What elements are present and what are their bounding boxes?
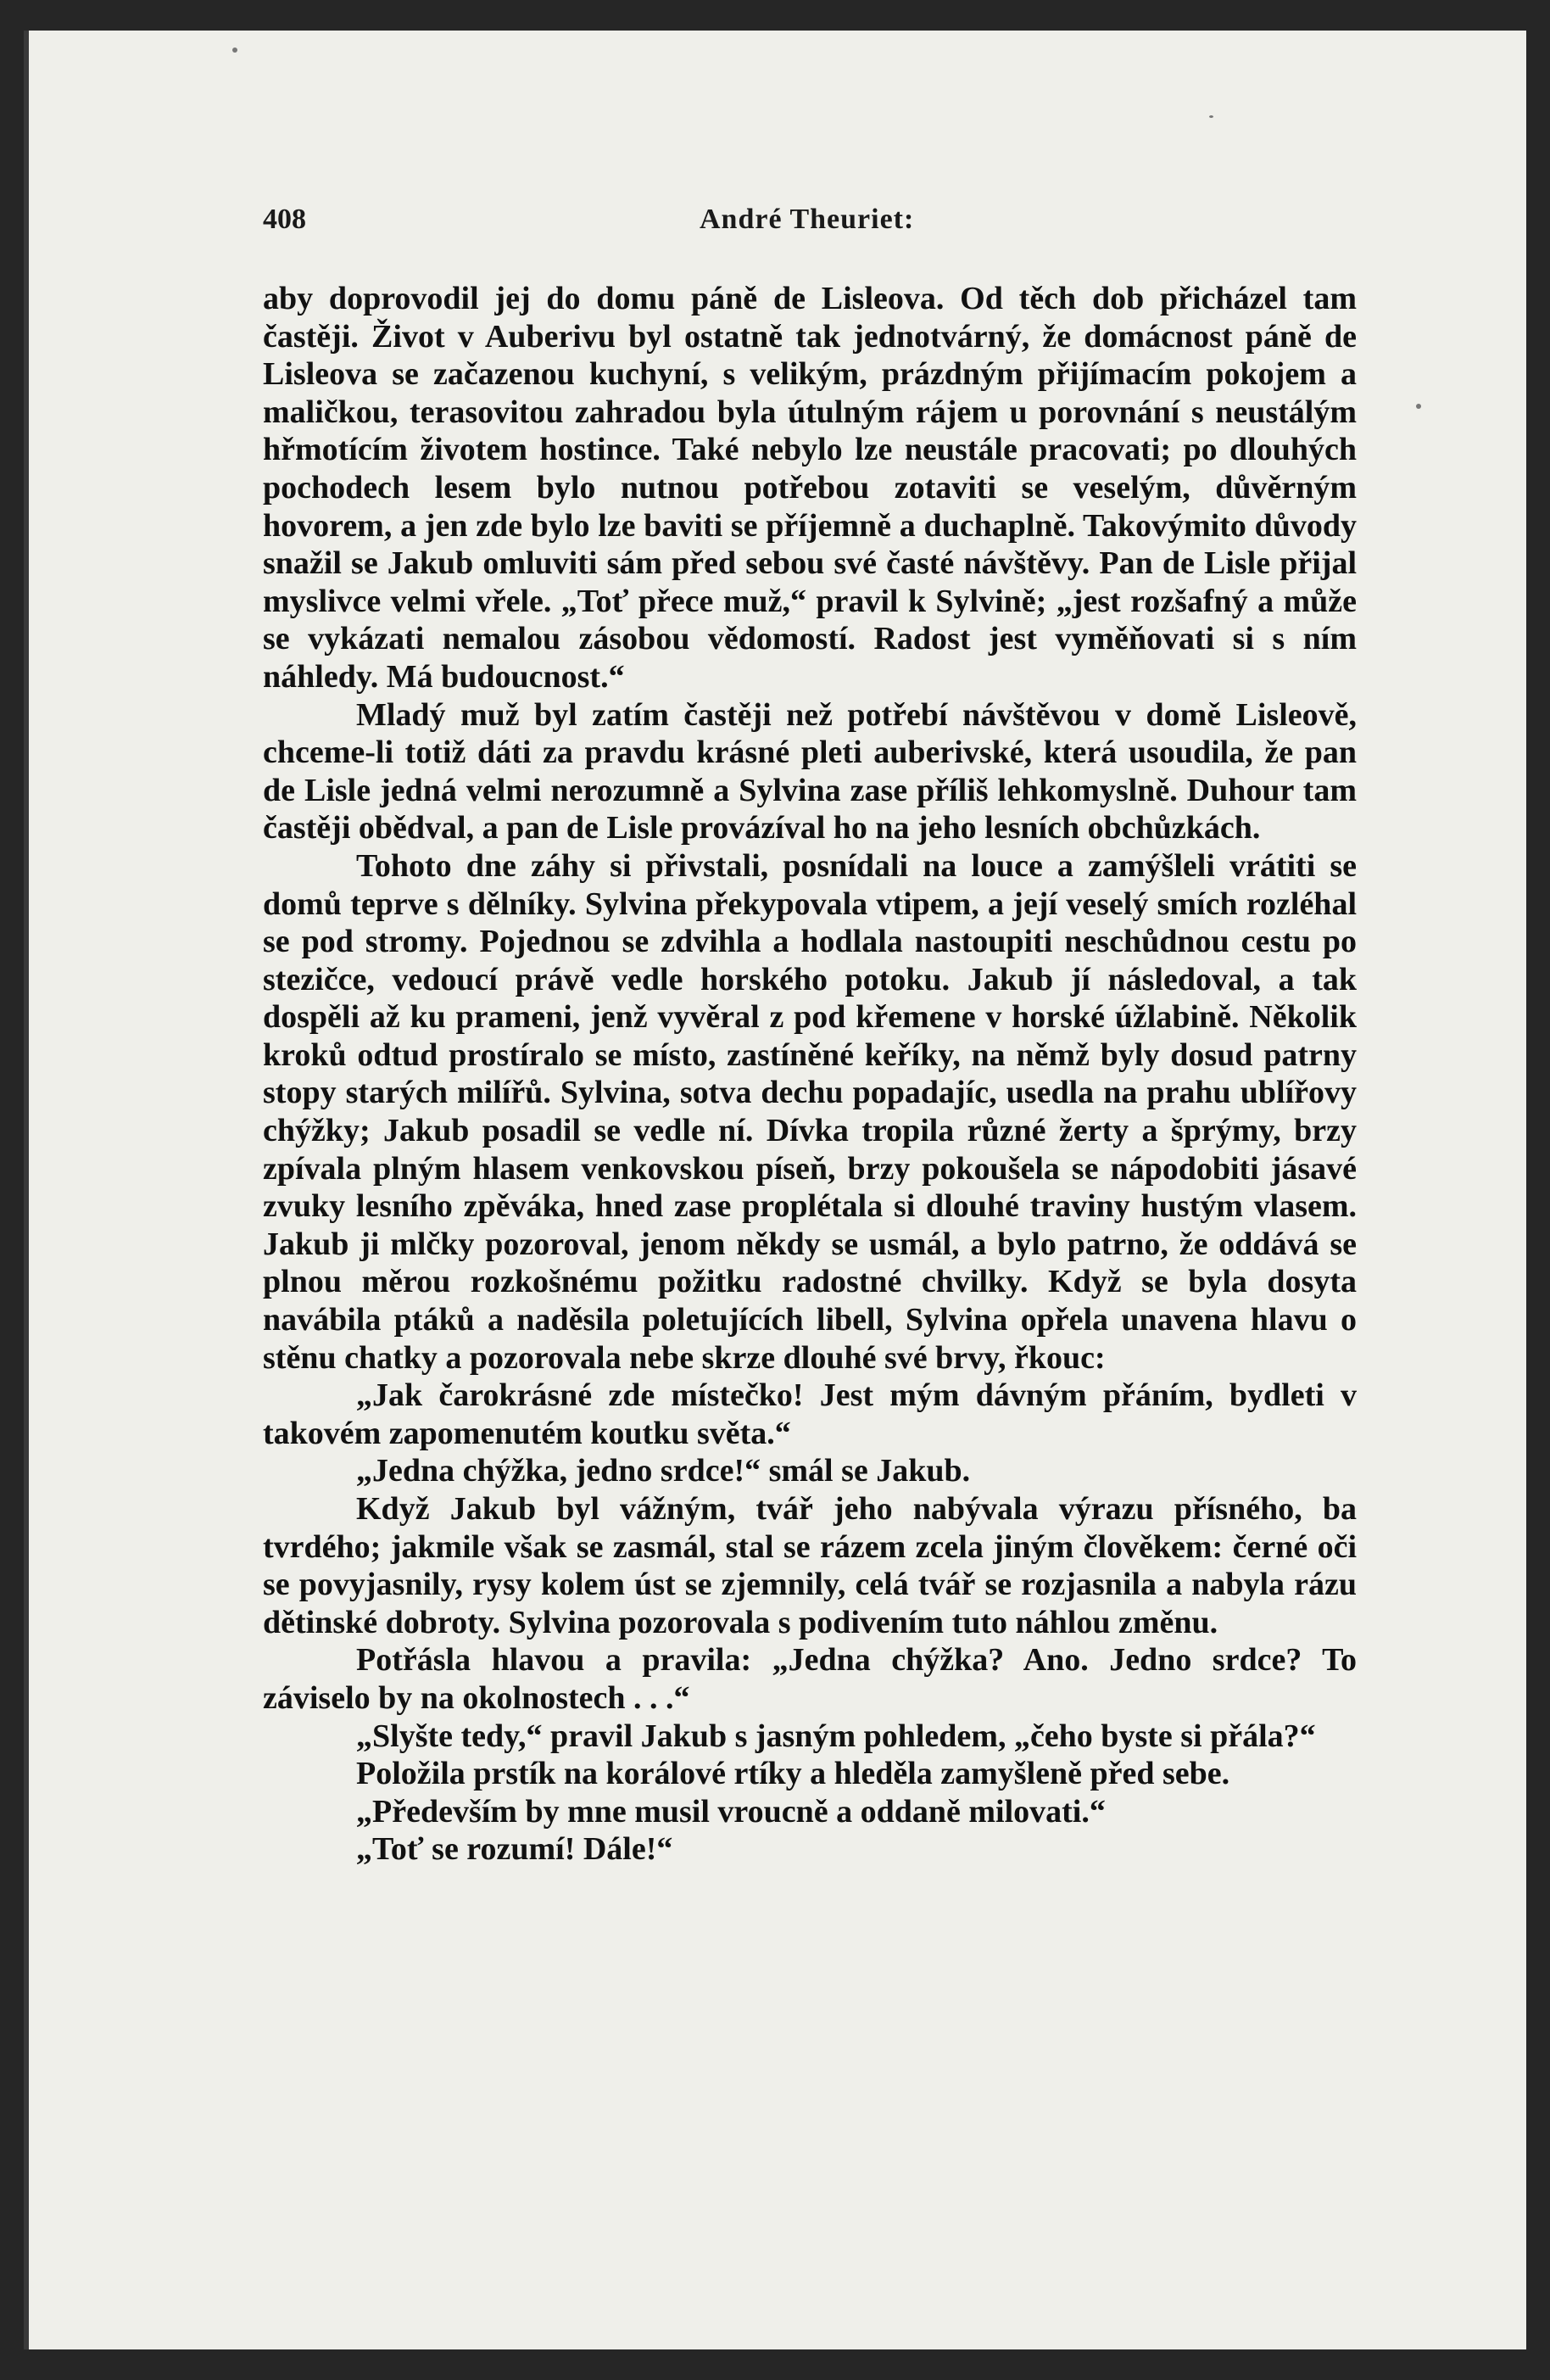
paragraph: „Především by mne musil vroucně a oddaně milovati.“ bbox=[356, 1793, 1106, 1830]
scan-speck bbox=[1209, 115, 1213, 118]
paragraph: „Jedna chýžka, jedno srdce!“ smál se Jakub. bbox=[356, 1453, 971, 1489]
paragraph: Položila prstík na korálové rtíky a hleděla zamyšleně před sebe. bbox=[356, 1756, 1230, 1792]
paragraph: Tohoto dne záhy si přivstali, posnídali na louce a zamýšleli vrátiti se domů teprve s dělníky. Sylvina překypovala vtipem, a její veselý smích rozléhal se pod stromy. Pojednou se zdvihla a hodlala nastoupiti neschůdnou cestu po stezičce, vedoucí právě vedle horského potoku. Jakub jí následoval, a tak dospěli až ku prameni, jenž vyvěral z pod křemene v horské úžlabině. Několik kroků odtud prostíralo se místo, zastíněné keříky, na němž byly dosud patrny stopy starých milířů. Sylvina, sotva dechu popadajíc, usedla na prahu ublířovy chýžky; Jakub posadil se vedle ní. Dívka tropila různé žerty a šprýmy, brzy zpívala plným hlasem venkovskou píseň, brzy pokoušela se nápodobiti jásavé zvuky lesního zpěváka, hned zase proplétala si dlouhé traviny hustým vlasem. Jakub ji mlčky pozoroval, jenom někdy se usmál, a bylo patrno, že oddává se plnou měrou rozkošnému požitku radostné chvilky. Když se byla dosyta navábila ptáků a naděsila poletujících libell, Sylvina opřela unavena hlavu o stěnu chatky a pozorovala nebe skrze dlouhé své brvy, řkouc: bbox=[263, 847, 1357, 1376]
scan-speck bbox=[1416, 404, 1421, 409]
body-text bbox=[263, 280, 1357, 1869]
paragraph: „Slyšte tedy,“ pravil Jakub s jasným pohledem, „čeho byste si přála?“ bbox=[356, 1718, 1316, 1754]
paragraph: „Toť se rozumí! Dále!“ bbox=[356, 1831, 673, 1868]
paragraph: Potřásla hlavou a pravila: „Jedna chýžka? Ano. Jedno srdce? To záviselo by na okolnostech . . .“ bbox=[263, 1642, 1357, 1716]
paragraph: Když Jakub byl vážným, tvář jeho nabývala výrazu přísného, ba tvrdého; jakmile však se zasmál, stal se rázem zcela jiným člověkem: černé oči se povyjasnily, rysy kolem úst se zjemnily, celá tvář se rozjasnila a nabyla rázu dětinské dobroty. Sylvina pozorovala s podivením tuto náhlou změnu. bbox=[263, 1491, 1357, 1640]
page-number: 408 bbox=[263, 204, 306, 235]
page-header bbox=[263, 204, 1357, 237]
paragraph: aby doprovodil jej do domu páně de Lisleova. Od těch dob přicházel tam častěji. Život v Auberivu byl ostatně tak jednotvárný, že domácnost páně de Lisleova se začazenou kuchyní, s velikým, prázdným přijímacím pokojem a maličkou, terasovitou zahradou byla útulným rájem u porovnání s neustálým hřmotícím životem hostince. Také nebylo lze neustále pracovati; po dlouhých pochodech lesem bylo nutnou potřebou zotaviti se veselým, důvěrným hovorem, a jen zde bylo lze baviti se příjemně a duchaplně. Takovýmito důvody snažil se Jakub omluviti sám před sebou své časté návštěvy. Pan de Lisle přijal myslivce velmi vřele. „Toť přece muž,“ pravil k Sylvině; „jest rozšafný a může se vykázati nemalou zásobou vědomostí. Radost jest vyměňovati si s ním náhledy. Má budoucnost.“ bbox=[263, 281, 1357, 695]
scan-speck bbox=[232, 47, 237, 53]
paragraph: Mladý muž byl zatím častěji než potřebí návštěvou v domě Lisleově, chceme-li totiž dáti za pravdu krásné pleti auberivské, která usoudila, že pan de Lisle jedná velmi nerozumně a Sylvina zase příliš lehkomyslně. Duhour tam častěji obědval, a pan de Lisle provázíval ho na jeho lesních obchůzkách. bbox=[263, 696, 1357, 846]
running-head: André Theuriet: bbox=[700, 204, 915, 235]
paragraph: „Jak čarokrásné zde místečko! Jest mým dávným přáním, bydleti v takovém zapomenutém koutku světa.“ bbox=[263, 1377, 1357, 1451]
